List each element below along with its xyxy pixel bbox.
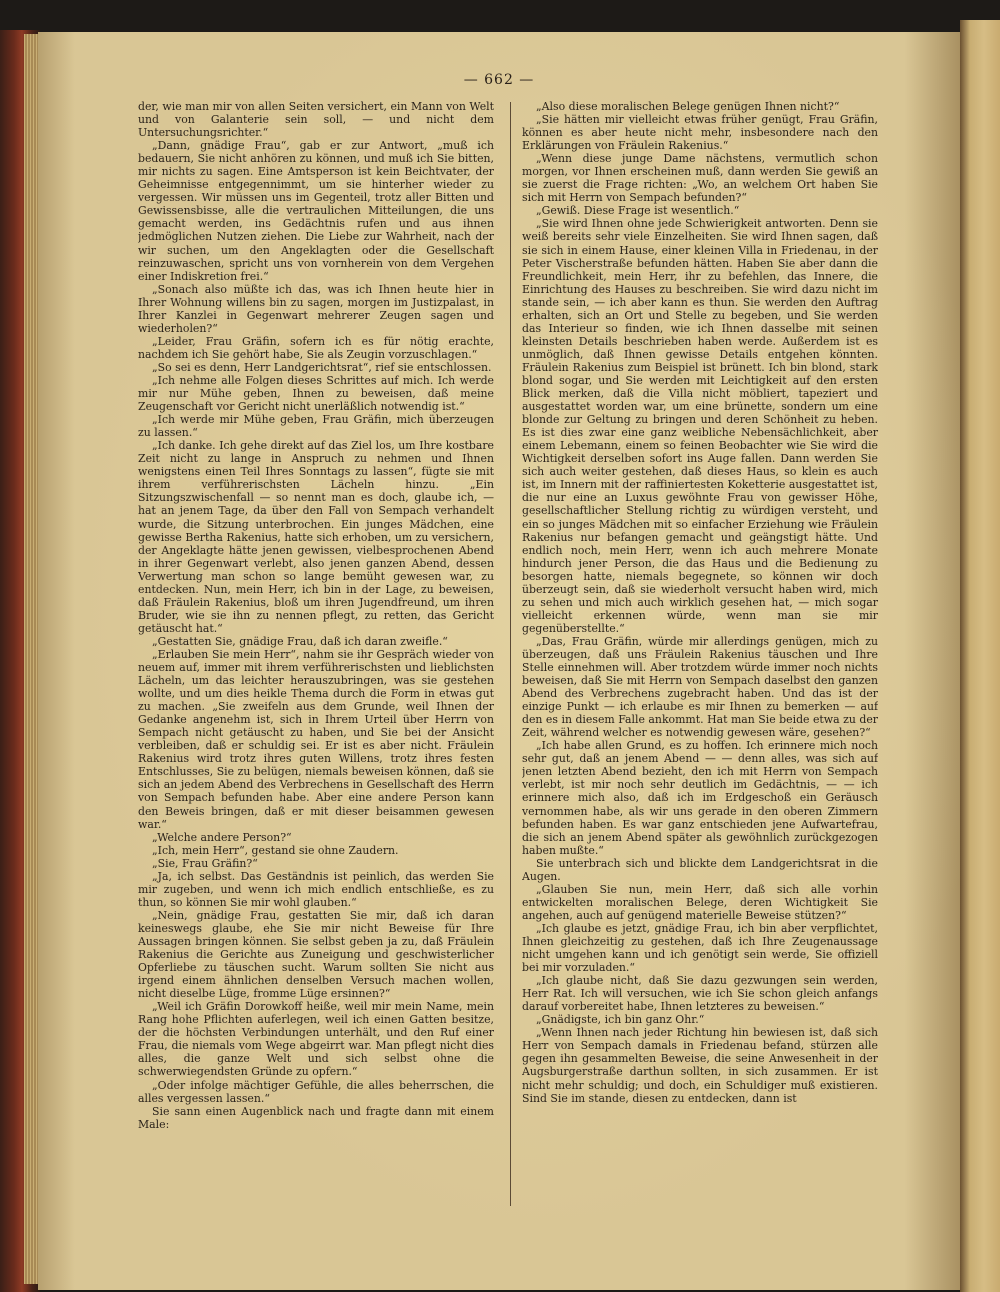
paragraph: „Ich glaube nicht, daß Sie dazu gezwungen sein werden, Herr Rat. Ich will versuchen, wie ich Sie schon gleich anfangs darauf vorbereitet habe, Ihnen letzteres zu beweisen.“: [522, 974, 878, 1014]
paragraph: „Sie wird Ihnen ohne jede Schwierigkeit antworten. Denn sie weiß bereits sehr viele Einzelheiten. Sie wird Ihnen sagen, daß sie sich in einem Hause, einer kleinen Villa in Friedenau, in der Peter Vischerstraße befunden hätten. Haben Sie aber dann die Freundlichkeit, mein Herr, ihr zu befehlen, das Innere, die Einrichtung des Hauses zu beschreiben. Sie wird dazu nicht im stande sein, — ich aber kann es thun. Sie werden den Auftrag erhalten, sich an Ort und Stelle zu begeben, und Sie werden das Interieur so finden, wie ich Ihnen dasselbe mit seinen kleinsten Details beschrieben haben werde. Außerdem ist es unmöglich, daß Ihnen gewisse Details entgehen könnten. Fräulein Rakenius zum Beispiel ist brünett. Ich bin blond, stark blond sogar, und Sie werden mit Leichtigkeit auf den ersten Blick merken, daß die Villa nicht möbliert, tapeziert und ausgestattet worden war, um eine brünette, sondern um eine blonde zur Geltung zu bringen und deren Schönheit zu heben. Es ist dies zwar eine ganz weibliche Nebensächlichkeit, aber einem Lebemann, einem so feinen Beobachter wie Sie wird die Wichtigkeit derselben sofort ins Auge fallen. Dann werden Sie sich auch weiter gestehen, daß dieses Haus, so klein es auch ist, im Innern mit der raffiniertesten Koketterie ausgestattet ist, die nur eine an Luxus gewöhnte Frau von gewisser Höhe, gesellschaftlicher Stellung richtig zu würdigen versteht, und ein so junges Mädchen mit so einfacher Erziehung wie Fräulein Rakenius nur befangen gemacht und geängstigt hätte. Und endlich noch, mein Herr, wenn ich auch mehrere Monate hindurch jener Person, die das Haus und die Bedienung zu besorgen hatte, niemals begegnete, so können wir doch überzeugt sein, daß sie wiederholt versucht haben wird, mich zu sehen und mich auch wirklich gesehen hat, — mich sogar vielleicht erkennen würde, wenn man sie mir gegenüberstellte.“: [522, 217, 878, 635]
paragraph: „Gestatten Sie, gnädige Frau, daß ich daran zweifle.“: [152, 634, 448, 648]
paragraph: „Ich glaube es jetzt, gnädige Frau, ich bin aber verpflichtet, Ihnen gleichzeitig zu gestehen, daß ich Ihre Zeugenaussage nicht umgehen kann und ich genötigt sein werde, Sie offiziell bei mir vorzuladen.“: [522, 921, 878, 975]
facing-page-edge: [960, 20, 1000, 1292]
right-column: [522, 100, 878, 1230]
paragraph: „Sie, Frau Gräfin?“: [152, 856, 258, 870]
paragraph: „Weil ich Gräfin Dorowkoff heiße, weil mir mein Name, mein Rang hohe Pflichten auferlegen, weil ich einen Gatten besitze, der die höchsten Verbindungen unterhält, und den Ruf einer Frau, die niemals vom Wege abgeirrt war. Man pflegt nicht dies alles, die ganze Welt und sich selbst ohne die schwerwiegendsten Gründe zu opfern.“: [138, 1000, 494, 1079]
paragraph: „Das, Frau Gräfin, würde mir allerdings genügen, mich zu überzeugen, daß uns Fräulein Rakenius täuschen und Ihre Stelle einnehmen will. Aber trotzdem würde immer noch nichts beweisen, daß Sie mit Herrn von Sempach daselbst den ganzen Abend des Verbrechens zugebracht haben. Und das ist der einzige Punkt — ich erlaube es mir Ihnen zu bemerken — auf den es in diesem Falle ankommt. Hat man Sie beide etwa zu der Zeit, während welcher es notwendig gewesen wäre, gesehen?“: [522, 634, 878, 740]
paragraph: der, wie man mir von allen Seiten versichert, ein Mann von Welt und von Galanterie sein soll, — und nicht dem Untersuchungsrichter.“: [138, 100, 494, 140]
paragraph: „Wenn diese junge Dame nächstens, vermutlich schon morgen, vor Ihnen erscheinen muß, dann werden Sie gewiß an sie zuerst die Frage richten: „Wo, an welchem Ort haben Sie sich mit Herrn von Sempach befunden?“: [522, 152, 878, 205]
paragraph: „Welche andere Person?“: [152, 830, 292, 844]
paragraph: „So sei es denn, Herr Landgerichtsrat“, rief sie entschlossen.: [152, 360, 492, 374]
paragraph: „Sie hätten mir vielleicht etwas früher genügt, Frau Gräfin, können es aber heute nicht mehr, insbesondere nach den Erklärungen von Fräulein Rakenius.“: [522, 113, 878, 153]
paragraph: „Glauben Sie nun, mein Herr, daß sich alle vorhin entwickelten moralischen Belege, deren Wichtigkeit Sie angehen, auch auf genügend materielle Beweise stützen?“: [522, 882, 878, 922]
paragraph: „Nein, gnädige Frau, gestatten Sie mir, daß ich daran keineswegs glaube, ehe Sie mir nicht Beweise für Ihre Aussagen bringen können. Sie selbst geben ja zu, daß Fräulein Rakenius die Gerichte aus Zuneigung und geschwisterlicher Opferliebe zu täuschen sucht. Warum sollten Sie nicht aus irgend einem ähnlichen denselben Versuch machen wollen, nicht dieselbe Lüge, fromme Lüge ersinnen?“: [138, 908, 494, 1001]
book-page: [38, 32, 960, 1290]
paragraph: „Gewiß. Diese Frage ist wesentlich.“: [536, 204, 740, 218]
paragraph: Sie unterbrach sich und blickte dem Landgerichtsrat in die Augen.: [522, 856, 878, 883]
left-column: [138, 100, 494, 1230]
paragraph: „Ich werde mir Mühe geben, Frau Gräfin, mich überzeugen zu lassen.“: [138, 413, 494, 440]
page-number: — 662 —: [463, 72, 535, 88]
paragraph: „Ich nehme alle Folgen dieses Schrittes auf mich. Ich werde mir nur Mühe geben, Ihnen zu beweisen, daß meine Zeugenschaft vor Gericht nicht unerläßlich notwendig ist.“: [138, 373, 494, 414]
paragraph: „Sonach also müßte ich das, was ich Ihnen heute hier in Ihrer Wohnung willens bin zu sagen, morgen im Justizpalast, in Ihrer Kanzlei in Gegenwart mehrerer Zeugen sagen und wiederholen?“: [138, 282, 494, 335]
paragraph: „Erlauben Sie mein Herr“, nahm sie ihr Gespräch wieder von neuem auf, immer mit ihrem verführerischsten und lieblichsten Lächeln, um das leichter herauszubringen, was sie gestehen wollte, und um dies heikle Thema durch die Form in etwas gut zu machen. „Sie zweifeln aus dem Grunde, weil Ihnen der Gedanke angenehm ist, sich in Ihrem Urteil über Herrn von Sempach nicht getäuscht zu haben, und Sie bei der Ansicht verbleiben, daß er schuldig sei. Er ist es aber nicht. Fräulein Rakenius wird trotz ihres guten Willens, trotz ihres festen Entschlusses, Sie zu belügen, niemals beweisen können, daß sie sich an jedem Abend des Verbrechens in Gesellschaft des Herrn von Sempach befunden habe. Aber eine andere Person kann den Beweis bringen, daß er mit dieser beisammen gewesen war.“: [138, 647, 494, 831]
paragraph: „Dann, gnädige Frau“, gab er zur Antwort, „muß ich bedauern, Sie nicht anhören zu können, und muß ich Sie bitten, mir nichts zu sagen. Eine Amtsperson ist kein Beichtvater, der Geheimnisse entgegennimmt, um sie hinterher wieder zu vergessen. Wir müssen uns im Gegenteil, trotz aller Bitten und Gewissensbisse, alle die vertraulichen Mitteilungen, die uns gemacht werden, ins Gedächtnis rufen und aus ihnen jedmöglichen Nutzen ziehen. Die Liebe zur Wahrheit, nach der wir suchen, um den Angeklagten oder die Gesellschaft reinzuwaschen, spricht uns von vornherein von dem Vergehen einer Indiskretion frei.“: [138, 139, 494, 283]
paragraph: Sie sann einen Augenblick nach und fragte dann mit einem Male:: [138, 1104, 494, 1131]
paragraph: „Wenn Ihnen nach jeder Richtung hin bewiesen ist, daß sich Herr von Sempach damals in Friedenau befand, stürzen alle gegen ihn gesammelten Beweise, die seine Anwesenheit in der Augsburgerstraße darthun sollten, in sich zusammen. Er ist nicht mehr schuldig; und doch, ein Schuldiger muß existieren. Sind Sie im stande, diesen zu entdecken, dann ist: [522, 1026, 878, 1105]
paragraph: „Ja, ich selbst. Das Geständnis ist peinlich, das werden Sie mir zugeben, und wenn ich mich endlich entschließe, es zu thun, so können Sie mir wohl glauben.“: [138, 869, 494, 909]
paragraph: „Oder infolge mächtiger Gefühle, die alles beherrschen, die alles vergessen lassen.“: [138, 1078, 494, 1105]
paragraph: „Ich habe allen Grund, es zu hoffen. Ich erinnere mich noch sehr gut, daß an jenem Abend — — denn alles, was sich auf jenen letzten Abend bezieht, den ich mit Herrn von Sempach verlebt, ist mir noch sehr deutlich im Gedächtnis, — — ich erinnere mich also, daß ich im Erdgeschoß ein Geräusch vernommen habe, als wir uns gerade in den oberen Zimmern befunden haben. Es war ganz entschieden jene Aufwartefrau, die sich an jenem Abend später als gewöhnlich zurückgezogen haben mußte.“: [522, 739, 878, 857]
column-divider: [510, 102, 511, 1206]
paragraph: „Ich danke. Ich gehe direkt auf das Ziel los, um Ihre kostbare Zeit nicht zu lange in Anspruch zu nehmen und Ihnen wenigstens einen Teil Ihres Sonntags zu lassen“, fügte sie mit ihrem verführerischsten Lächeln hinzu. „Ein Sitzungszwischenfall — so nennt man es doch, glaube ich, — hat an jenem Tage, da über den Fall von Sempach verhandelt wurde, die Sitzung unterbrochen. Ein junges Mädchen, eine gewisse Bertha Rakenius, hatte sich erhoben, um zu versichern, der Angeklagte hätte jenen gewissen, vielbesprochenen Abend in ihrer Gegenwart verlebt, also jenen ganzen Abend, dessen Verwertung man schon so lange bemüht gewesen war, zu entdecken. Nun, mein Herr, ich bin in der Lage, zu beweisen, daß Fräulein Rakenius, bloß um ihren Jugendfreund, um ihren Bruder, wie sie ihn zu nennen pflegt, zu retten, das Gericht getäuscht hat.“: [138, 439, 494, 635]
paragraph: „Also diese moralischen Belege genügen Ihnen nicht?“: [536, 100, 840, 113]
paragraph: „Leider, Frau Gräfin, sofern ich es für nötig erachte, nachdem ich Sie gehört habe, Sie als Zeugin vorzuschlagen.“: [138, 334, 494, 361]
paragraph: „Ich, mein Herr“, gestand sie ohne Zaudern.: [152, 843, 399, 857]
paragraph: „Gnädigste, ich bin ganz Ohr.“: [536, 1013, 705, 1027]
